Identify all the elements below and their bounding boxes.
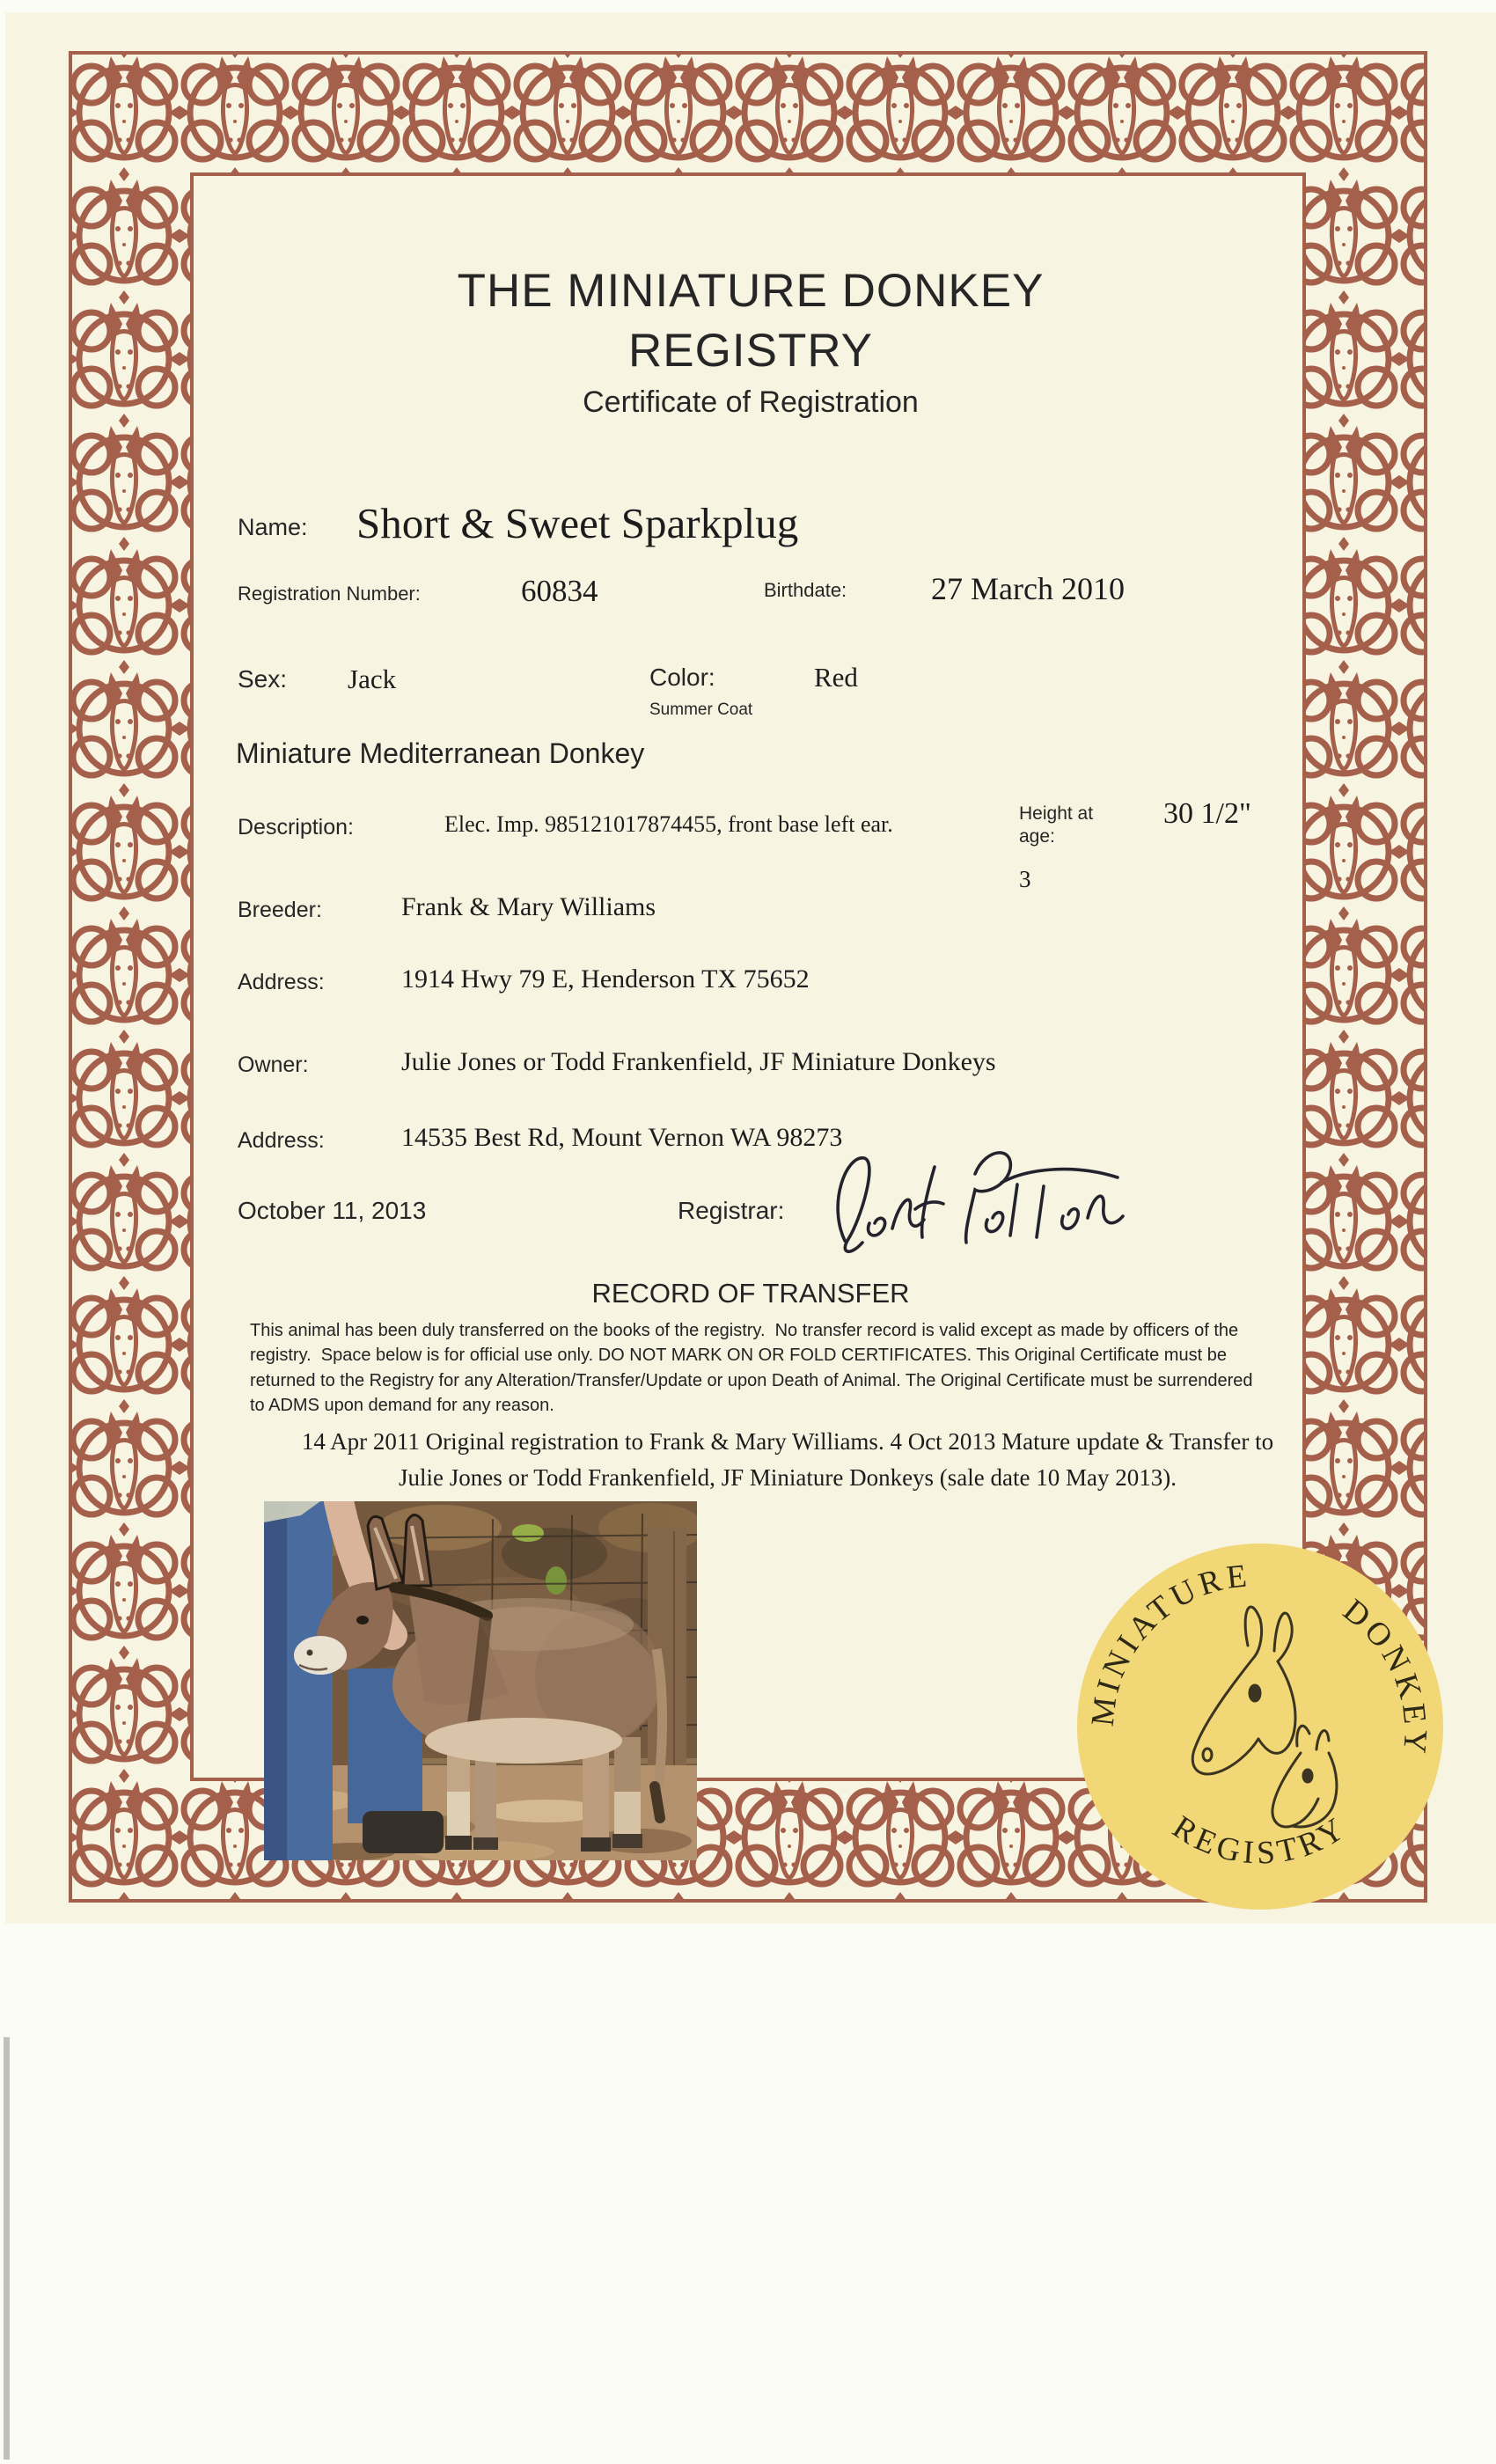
height-value: 30 1/2" xyxy=(1163,797,1251,830)
owner-value: Julie Jones or Todd Frankenfield, JF Miniature Donkeys xyxy=(401,1047,996,1076)
owner-label: Owner: xyxy=(238,1052,309,1077)
registrar-signature xyxy=(818,1128,1144,1282)
breed-line: Miniature Mediterranean Donkey xyxy=(236,737,645,769)
sticker-arc-miniature: MINIATURE xyxy=(1084,1558,1253,1728)
owner-address-value: 14535 Best Rd, Mount Vernon WA 98273 xyxy=(401,1123,843,1152)
color-label: Color: xyxy=(649,664,715,691)
issue-date: October 11, 2013 xyxy=(238,1197,427,1224)
registry-sticker xyxy=(1075,1542,1445,1911)
record-of-transfer-heading: RECORD OF TRANSFER xyxy=(591,1278,910,1309)
donkey-photo xyxy=(264,1501,697,1860)
height-age-value: 3 xyxy=(1019,866,1031,892)
birthdate-value: 27 March 2010 xyxy=(931,571,1125,606)
sex-label: Sex: xyxy=(238,665,288,693)
breeder-value: Frank & Mary Williams xyxy=(401,892,656,921)
coat-note: Summer Coat xyxy=(649,700,753,719)
sex-value: Jack xyxy=(348,664,397,694)
sticker-arc-registry: REGISTRY xyxy=(1166,1808,1354,1872)
transfer-history-note: 14 Apr 2011 Original registration to Frank & Mary Williams. 4 Oct 2013 Mature update & Transfer to Julie Jones or Todd Frankenfield, JF Miniature Donkeys (sale date 10 May 2013). xyxy=(301,1428,1274,1491)
birthdate-label: Birthdate: xyxy=(764,579,847,601)
record-of-transfer-body: This animal has been duly transferred on the books of the registry. No transfer record is valid except as made by officers of the registry. Space below is for official use only. DO NOT MARK ON OR FOLD CERTIFICATES. This Original Certificate must be returned to the Registry for any Alteration/Transfer/Update or upon Death of Animal. The Original Certificate must be surrendered to ADMS upon demand for any reason. xyxy=(250,1321,1258,1416)
breeder-address-label: Address: xyxy=(238,970,325,994)
breeder-address-value: 1914 Hwy 79 E, Henderson TX 75652 xyxy=(401,964,810,994)
animal-name-value: Short & Sweet Sparkplug xyxy=(356,499,799,547)
registration-number-label: Registration Number: xyxy=(238,583,421,605)
registrar-label: Registrar: xyxy=(678,1197,785,1224)
registration-number-value: 60834 xyxy=(521,574,598,608)
height-at-age-label: Height at age: xyxy=(1019,803,1094,847)
sticker-arc-donkey: DONKEY xyxy=(1336,1592,1434,1759)
description-label: Description: xyxy=(238,815,354,840)
registry-title-line2: REGISTRY xyxy=(628,325,873,377)
registry-title-line1: THE MINIATURE DONKEY xyxy=(457,265,1045,317)
name-label: Name: xyxy=(238,514,308,540)
owner-address-label: Address: xyxy=(238,1128,325,1153)
description-value: Elec. Imp. 985121017874455, front base left ear. xyxy=(444,811,893,837)
page-edge-shadow xyxy=(4,2037,10,2460)
certificate-subtitle: Certificate of Registration xyxy=(583,385,919,419)
breeder-label: Breeder: xyxy=(238,898,322,922)
color-value: Red xyxy=(814,662,858,693)
